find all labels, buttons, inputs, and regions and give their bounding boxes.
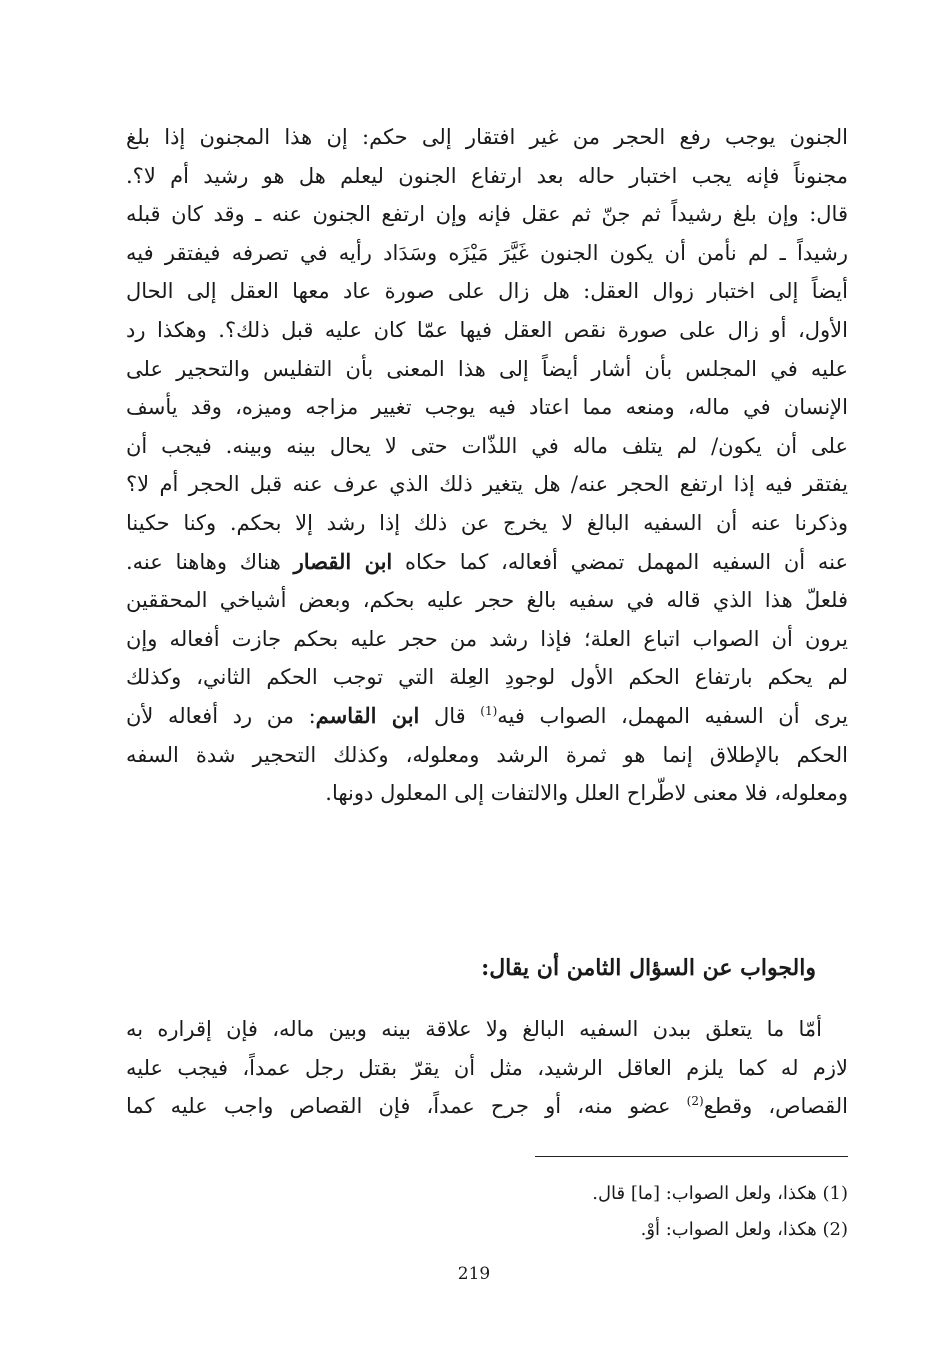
body-line-ibn-alqassar: [126, 543, 848, 582]
body-line: يرون أن الصواب اتباع العلة؛ فإذا رشد من حجر عليه بحكم جازت أفعاله وإن: [126, 626, 848, 651]
body-line: وذكرنا عنه أن السفيه البالغ لا يخرج عن ذلك إذا رشد إلا بحكم. وكنا حكينا: [126, 510, 848, 535]
body-line: ومعلوله، فلا معنى لاطّراح العلل والالتفات إلى المعلول دونها.: [325, 781, 848, 806]
body-line: الإنسان في ماله، ومنعه مما اعتاد فيه يوجب تغيير مزاجه وميزه، وقد يأسف: [126, 395, 848, 420]
line-text: : من رد أفعاله لأن: [126, 703, 316, 728]
footnote-2: (2) هكذا، ولعل الصواب: أوْ.: [640, 1219, 848, 1240]
body-line: مجنوناً فإنه يجب اختبار حاله بعد ارتفاع الجنون ليعلم هل هو رشيد أم لا؟.: [126, 163, 848, 188]
name-ibn-alqassar: ابن القصار: [293, 548, 393, 574]
footnote-separator: [535, 1156, 848, 1157]
answer-line-footnote: [126, 1087, 848, 1126]
body-line: عليه في المجلس بأن أشار أيضاً إلى هذا المعنى بأن التفليس والتحجير على: [126, 356, 848, 381]
body-line: فلعلّ هذا الذي قاله في سفيه بالغ حجر عليه بحكم، وبعض أشياخي المحققين: [126, 588, 848, 613]
body-line: رشيداً ـ لم نأمن أن يكون الجنون غَيَّرَ مَيْزَه وسَدَاد رأيه في تصرفه فيفتقر فيه: [126, 240, 848, 265]
line-text: القصاص، وقطع: [703, 1094, 848, 1119]
body-line: على أن يكون/ لم يتلف ماله في اللذّات حتى لا يحال بينه وبينه. فيجب أن: [126, 433, 848, 458]
body-line-ibn-alqasim: [126, 697, 848, 736]
line-text: قال: [419, 703, 481, 728]
body-line: قال: وإن بلغ رشيداً ثم جنّ ثم عقل فإنه وإن ارتفع الجنون عنه ـ وقد كان قبله: [126, 202, 848, 227]
body-line: الحكم بالإطلاق إنما هو ثمرة الرشد ومعلوله، وكذلك التحجير شدة السفه: [126, 742, 848, 767]
body-line: يفتقر فيه إذا ارتفع الحجر عنه/ هل يتغير ذلك الذي عرف عنه قبل الحجر أم لا؟: [126, 472, 848, 497]
name-ibn-alqasim: ابن القاسم: [315, 702, 420, 728]
line-text: يرى أن السفيه المهمل، الصواب فيه: [497, 703, 848, 728]
page-number: 219: [457, 1264, 491, 1284]
answer-line: أمّا ما يتعلق ببدن السفيه البالغ ولا علاقة بينه وبين ماله، فإن إقراره به: [126, 1017, 822, 1041]
line-text: عنه أن السفيه المهمل تمضي أفعاله، كما حكاه: [392, 549, 848, 574]
body-line: الجنون يوجب رفع الحجر من غير افتقار إلى حكم: إن هذا المجنون إذا بلغ: [126, 125, 848, 149]
section-heading: والجواب عن السؤال الثامن أن يقال:: [481, 955, 816, 981]
body-text: [126, 118, 848, 813]
body-line: الأول، أو زال على صورة نقص العقل فيها عمّا كان عليه قبل ذلك؟. وهكذا رد: [126, 317, 848, 342]
line-text: هناك وهاهنا عنه.: [126, 549, 294, 574]
footnote-ref-1: (1): [480, 703, 498, 718]
body-line: لم يحكم بارتفاع الحكم الأول لوجودِ العِلة التي توجب الحكم الثاني، وكذلك: [126, 665, 848, 690]
footnotes: [126, 1176, 848, 1248]
answer-text: [126, 1010, 848, 1126]
footnote-1: (1) هكذا، ولعل الصواب: [ما] قال.: [592, 1183, 848, 1204]
line-text: عضو منه، أو جرح عمداً، فإن القصاص واجب عليه كما: [126, 1094, 687, 1119]
footnote-ref-2: (2): [686, 1094, 704, 1109]
answer-line: لازم له كما يلزم العاقل الرشيد، مثل أن يقرّ بقتل رجل عمداً، فيجب عليه: [126, 1055, 848, 1080]
body-line: أيضاً إلى اختبار زوال العقل: هل زال على صورة عاد معها العقل إلى الحال: [126, 279, 848, 304]
